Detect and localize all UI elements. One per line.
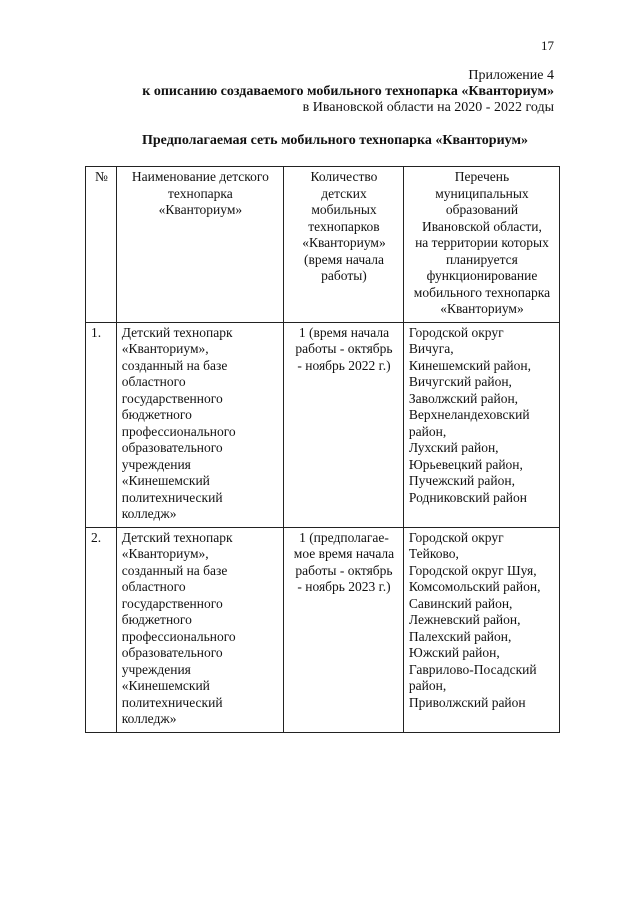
table-row xyxy=(86,527,560,732)
appendix-line-1: Приложение 4 xyxy=(468,68,554,83)
appendix-line-3: в Ивановской области на 2020 - 2022 годы xyxy=(302,100,554,115)
row-areas: Городской округ Тейково, Городской округ Шуя, Комсомольский район, Савинский район, Лежневский район, Палехский район, Южский район, Гаврилово-Посадский район, Приволжский район xyxy=(403,527,559,732)
row-name: Детский технопарк «Кванториум», созданный на базе областного государственного бюджетного профессионального образовательного учреждения «Кинешемский политехнический колледж» xyxy=(116,527,283,732)
table-header-row xyxy=(86,167,560,323)
page-number: 17 xyxy=(541,38,554,53)
row-areas: Городской округ Вичуга, Кинешемский район, Вичугский район, Заволжский район, Верхнеландеховский район, Лухский район, Юрьевецкий район, Пучежский район, Родниковский район xyxy=(403,322,559,527)
header-name: Наименование детского технопарка «Кванториум» xyxy=(116,167,283,323)
appendix-line-2: к описанию создаваемого мобильного технопарка «Кванториум» xyxy=(142,84,554,99)
header-count: Количество детских мобильных технопарков «Кванториум» (время начала работы) xyxy=(284,167,404,323)
row-number: 1. xyxy=(86,322,117,527)
header-areas: Перечень муниципальных образований Ивановской области, на территории которых планируется функционирование мобильного технопарка «Кванториум» xyxy=(403,167,559,323)
network-table xyxy=(85,166,560,733)
table-row xyxy=(86,322,560,527)
appendix-header xyxy=(142,68,554,116)
document-title: Предполагаемая сеть мобильного технопарка «Кванториум» xyxy=(142,133,528,148)
header-number: № xyxy=(86,167,117,323)
row-number: 2. xyxy=(86,527,117,732)
row-count: 1 (время начала работы - октябрь - ноябрь 2022 г.) xyxy=(284,322,404,527)
row-count: 1 (предполагае- мое время начала работы - октябрь - ноябрь 2023 г.) xyxy=(284,527,404,732)
row-name: Детский технопарк «Кванториум», созданный на базе областного государственного бюджетного профессионального образовательного учреждения «Кинешемский политехнический колледж» xyxy=(116,322,283,527)
